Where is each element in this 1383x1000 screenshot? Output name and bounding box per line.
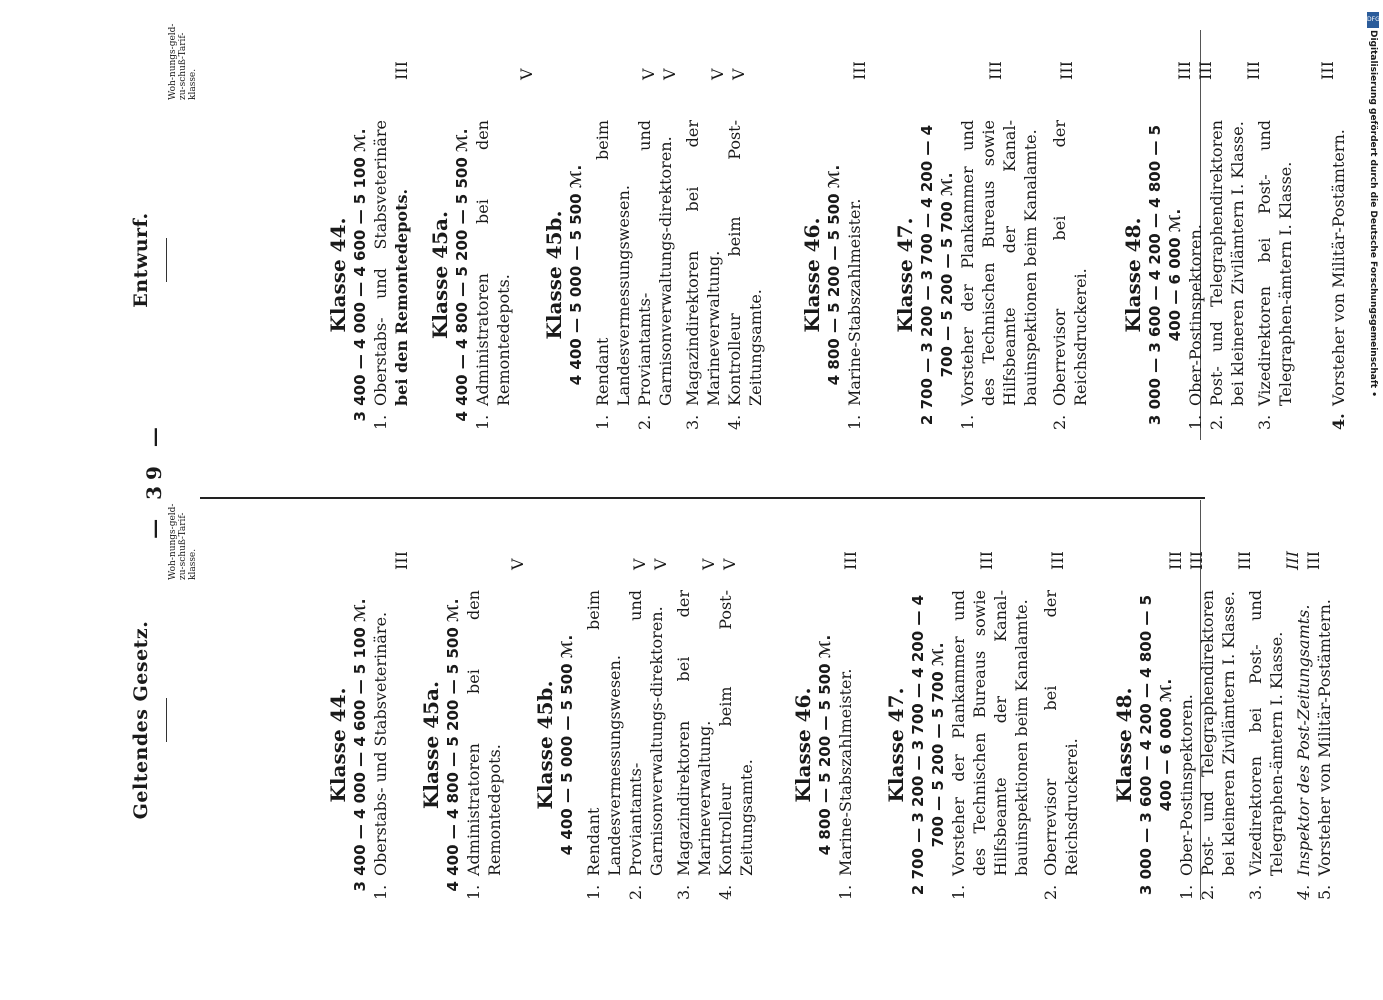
tarif-class-value: V: [660, 68, 679, 80]
item-number: 1.: [593, 414, 612, 430]
item-number: 2.: [1050, 414, 1069, 430]
list-item: [1197, 590, 1239, 900]
item-text: Magazindirektoren bei der Marineverwaltung.: [674, 590, 714, 876]
tarif-class-value: V: [729, 68, 748, 80]
list-item: [957, 120, 1041, 430]
item-number: 5.: [1315, 884, 1334, 900]
item-number: 4.: [725, 414, 744, 430]
class-title: Klasse 47.: [893, 217, 917, 333]
list-item: [370, 120, 412, 430]
digitization-credit-text: Digitalisierung gefördert durch die Deutsche Forschungsgemeinschaft •: [1368, 30, 1378, 397]
column-heading-draft: [130, 100, 167, 420]
list-item: [844, 120, 865, 430]
item-text: Post- und Telegraphendirektoren bei kleineren Zivilämtern I. Klasse.: [1198, 590, 1238, 876]
salary-range: 4 800 — 5 200 — 5 500 ℳ.: [816, 634, 834, 856]
list-item: [673, 590, 715, 900]
heading-rule: [166, 238, 167, 282]
list-item: [472, 120, 514, 430]
item-text: Marine-Stabszahlmeister.: [845, 198, 864, 406]
item-number: 1.: [958, 414, 977, 430]
wohnungsgeld-column-draft: [320, 30, 1338, 80]
salary-range: 4 400 — 4 800 — 5 200 — 5 500 ℳ.: [453, 128, 471, 422]
item-text: Inspektor des Post-Zeitungsamts.: [1294, 604, 1313, 876]
item-number: 4.: [716, 884, 735, 900]
salary-range: 3 400 — 4 000 — 4 600 — 5 100 ℳ.: [351, 128, 369, 422]
page-number: — 39 —: [142, 421, 166, 539]
list-item: [682, 120, 724, 430]
salary-range: 2 700 — 3 200 — 3 700 — 4 200 — 4 700 — 5 200 — 5 700 ℳ.: [909, 594, 947, 896]
item-number: 2.: [626, 884, 645, 900]
item-text: Kontrolleur beim Post-Zeitungsamte.: [725, 120, 765, 406]
item-number: 1.: [584, 884, 603, 900]
salary-range: 3 400 — 4 000 — 4 600 — 5 100 ℳ.: [351, 598, 369, 892]
tarif-class-value: III: [1304, 551, 1323, 570]
item-text: Vorsteher der Plankammer und des Technischen Bureaus sowie Hilfsbeamte der Kanal-bauinspektionen beim Kanalamte.: [949, 590, 1031, 876]
item-number: 1.: [473, 414, 492, 430]
list-item: [592, 120, 634, 430]
salary-range: 3 000 — 3 600 — 4 200 — 4 800 — 5 400 — 6 000 ℳ.: [1146, 124, 1184, 426]
item-number: 1.: [949, 884, 968, 900]
class-title: Klasse 44.: [326, 217, 350, 333]
list-item: [724, 120, 766, 430]
tarif-class-value: V: [720, 558, 739, 570]
item-text: Vorsteher von Militär-Postämtern.: [1315, 599, 1334, 876]
list-item: [583, 590, 625, 900]
list-item: [948, 590, 1032, 900]
list-item: [1254, 120, 1296, 430]
tarif-class-value: V: [508, 558, 527, 570]
list-item: [1185, 120, 1206, 430]
class-title: Klasse 45b.: [533, 680, 557, 810]
list-item: [715, 590, 757, 900]
list-item: [634, 120, 676, 430]
tarif-class-value: V: [708, 68, 727, 80]
item-text: Post- und Telegraphendirektoren bei kleineren Zivilämtern I. Klasse.: [1207, 120, 1247, 406]
salary-range: 4 400 — 5 000 — 5 500 ℳ.: [558, 634, 576, 856]
item-number: 3.: [1255, 414, 1274, 430]
item-number: 4.: [1294, 884, 1313, 900]
class-title: Klasse 47.: [884, 687, 908, 803]
class-title: Klasse 45a.: [428, 211, 452, 339]
item-number: 1.: [371, 884, 390, 900]
digitization-credit: [1364, 10, 1382, 430]
item-text: Oberrevisor bei der Reichsdruckerei.: [1050, 120, 1090, 406]
salary-range: 4 800 — 5 200 — 5 500 ℳ.: [825, 164, 843, 386]
item-number: 4.: [1329, 413, 1348, 430]
list-item: [1293, 590, 1314, 900]
item-number: 1.: [836, 884, 855, 900]
item-text: Rendant beim Landesvermessungswesen.: [593, 120, 633, 406]
rotated-page: [130, 20, 1348, 940]
tarif-class-value: V: [630, 558, 649, 570]
salary-range: 3 000 — 3 600 — 4 200 — 4 800 — 5 400 — 6 000 ℳ.: [1137, 594, 1175, 896]
tarif-class-value: III: [1187, 551, 1206, 570]
tarif-class-value: III: [986, 61, 1005, 80]
tarif-class-value: III: [841, 551, 860, 570]
tarif-class-value: V: [517, 68, 536, 80]
class-title: Klasse 46.: [800, 217, 824, 333]
list-item: [1049, 120, 1091, 430]
item-number: 3.: [674, 884, 693, 900]
item-text: Oberrevisor bei der Reichsdruckerei.: [1041, 590, 1081, 876]
tarif-class-value: III: [392, 61, 411, 80]
tarif-class-value: V: [651, 558, 670, 570]
item-text: Vizedirektoren bei Post- und Telegraphen-ämtern I. Klasse.: [1246, 590, 1286, 876]
item-text-emphasis: bei den Remontedepots.: [392, 188, 411, 406]
current-law-column: [320, 590, 1335, 900]
item-text: Oberstabs- und Stabsveterinäre.: [371, 611, 390, 876]
column-heading-draft-text: Entwurf.: [130, 212, 152, 308]
list-item: [835, 590, 856, 900]
wohnungsgeld-column-current: [320, 520, 1324, 570]
tarif-class-value: III: [977, 551, 996, 570]
item-text: Magazindirektoren bei der Marineverwaltung.: [683, 120, 723, 406]
heading-rule: [166, 698, 167, 742]
item-number: 3.: [683, 414, 702, 430]
item-text: Vorsteher von Militär-Postämtern.: [1329, 129, 1348, 406]
tarif-class-value: V: [639, 68, 658, 80]
column-divider: [200, 497, 1205, 499]
draft-column: [320, 120, 1349, 430]
item-text: Rendant beim Landesvermessungswesen.: [584, 590, 624, 876]
item-text: Vizedirektoren bei Post- und Telegraphen-ämtern I. Klasse.: [1255, 120, 1295, 406]
column-heading-current-law-text: Geltendes Gesetz.: [130, 620, 152, 820]
item-number: 1.: [845, 414, 864, 430]
tarif-class-value: V: [699, 558, 718, 570]
tarif-class-value: III: [1235, 551, 1254, 570]
item-number: 2.: [1198, 884, 1217, 900]
item-number: 1.: [1177, 884, 1196, 900]
tarif-class-value: III: [850, 61, 869, 80]
item-number: 3.: [1246, 884, 1265, 900]
item-text: Proviantamts- und Garnisonverwaltungs-direktoren.: [635, 120, 675, 406]
item-text: Ober-Postinspektoren.: [1177, 694, 1196, 876]
item-number: 1.: [464, 884, 483, 900]
wohnungsgeld-header-right: Woh-nungs-geld-zu-schuß-Tarif-klasse.: [168, 23, 198, 100]
list-item: [370, 590, 391, 900]
class-title: Klasse 45a.: [419, 681, 443, 809]
tarif-class-value: III: [1166, 551, 1185, 570]
list-item: [1314, 590, 1335, 900]
tarif-class-value: III: [1318, 61, 1337, 80]
wohnungsgeld-header-left: Woh-nungs-geld-zu-schuß-Tarif-klasse.: [168, 503, 198, 580]
tarif-class-value: III: [1057, 61, 1076, 80]
item-text: Marine-Stabszahlmeister.: [836, 668, 855, 876]
item-text: Proviantamts- und Garnisonverwaltungs-direktoren.: [626, 590, 666, 876]
class-title: Klasse 44.: [326, 687, 350, 803]
item-number: 1.: [371, 414, 390, 430]
column-heading-current-law: [130, 560, 167, 880]
item-text: Administratoren bei den Remontedepots.: [464, 590, 504, 876]
list-item: [1206, 120, 1248, 430]
list-item: [463, 590, 505, 900]
item-text: [370, 120, 412, 406]
list-item: [625, 590, 667, 900]
item-number: 1.: [1186, 414, 1205, 430]
tarif-class-value: III: [392, 551, 411, 570]
class-title: Klasse 48.: [1121, 217, 1145, 333]
item-text-plain: Oberstabs- und Stabsveterinäre: [371, 120, 390, 406]
item-text: Ober-Postinspektoren.: [1186, 224, 1205, 406]
class-title: Klasse 45b.: [542, 210, 566, 340]
list-item: [1328, 120, 1349, 430]
tarif-class-value: III: [1175, 61, 1194, 80]
item-text: Kontrolleur beim Post-Zeitungsamte.: [716, 590, 756, 876]
tarif-class-value: III: [1283, 551, 1302, 570]
list-item: [1245, 590, 1287, 900]
list-item: [1176, 590, 1197, 900]
item-number: 2.: [635, 414, 654, 430]
item-number: 2.: [1041, 884, 1060, 900]
item-text: Vorsteher der Plankammer und des Technischen Bureaus sowie Hilfsbeamte der Kanal-bauinspektionen beim Kanalamte.: [958, 120, 1040, 406]
class-title: Klasse 48.: [1112, 687, 1136, 803]
salary-range: 2 700 — 3 200 — 3 700 — 4 200 — 4 700 — 5 200 — 5 700 ℳ.: [918, 124, 956, 426]
tarif-class-value: III: [1244, 61, 1263, 80]
item-text: Administratoren bei den Remontedepots.: [473, 120, 513, 406]
salary-range: 4 400 — 5 000 — 5 500 ℳ.: [567, 164, 585, 386]
class-title: Klasse 46.: [791, 687, 815, 803]
tarif-class-value: III: [1048, 551, 1067, 570]
tarif-class-value: III: [1196, 61, 1215, 80]
list-item: [1040, 590, 1082, 900]
salary-range: 4 400 — 4 800 — 5 200 — 5 500 ℳ.: [444, 598, 462, 892]
dfg-logo: DFG: [1367, 12, 1379, 28]
item-number: 2.: [1207, 414, 1226, 430]
